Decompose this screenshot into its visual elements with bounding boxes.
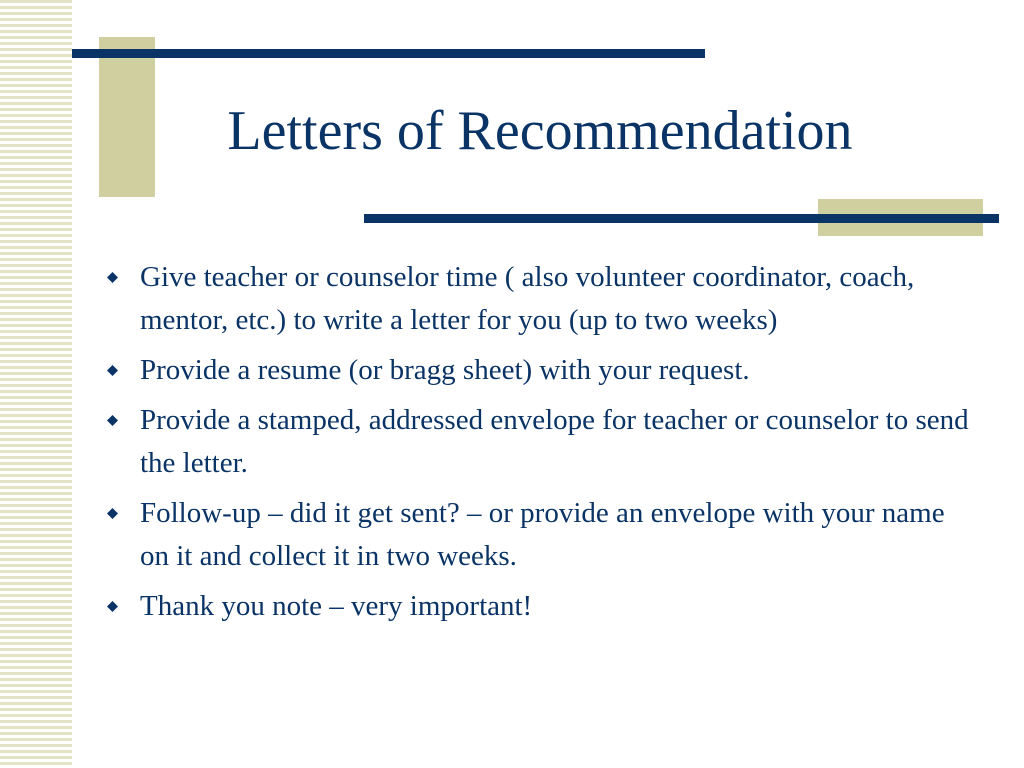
bullet-list xyxy=(100,256,980,635)
diamond-bullet-icon xyxy=(107,272,118,283)
bullet-item xyxy=(100,492,980,578)
bullet-text: Follow-up – did it get sent? – or provide an envelope with your name on it and collect it in two weeks. xyxy=(140,497,945,572)
bullet-text: Give teacher or counselor time ( also volunteer coordinator, coach, mentor, etc.) to write a letter for you (up to two weeks) xyxy=(140,261,915,336)
bullet-item xyxy=(100,399,980,485)
bullet-text: Thank you note – very important! xyxy=(140,590,533,622)
diamond-bullet-icon xyxy=(107,601,118,612)
decorative-stripes xyxy=(0,0,72,768)
decorative-block-top xyxy=(99,37,155,197)
bullet-item xyxy=(100,256,980,342)
bullet-item xyxy=(100,349,980,392)
diamond-bullet-icon xyxy=(107,415,118,426)
diamond-bullet-icon xyxy=(107,508,118,519)
decorative-bar-bottom xyxy=(364,214,999,223)
decorative-bar-top xyxy=(72,49,705,58)
bullet-item xyxy=(100,585,980,628)
diamond-bullet-icon xyxy=(107,365,118,376)
bullet-text: Provide a stamped, addressed envelope for teacher or counselor to send the letter. xyxy=(140,404,969,479)
slide-title: Letters of Recommendation xyxy=(227,100,853,162)
bullet-text: Provide a resume (or bragg sheet) with your request. xyxy=(140,354,750,386)
